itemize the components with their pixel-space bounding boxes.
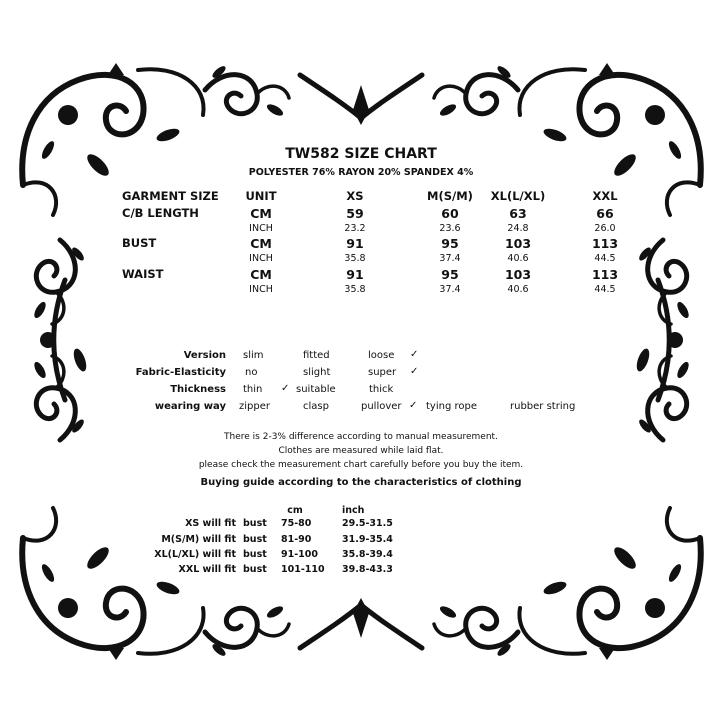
attribute-option: rubber string <box>510 401 576 412</box>
guide-col-inch: inch <box>342 505 365 516</box>
inch-value: 44.5 <box>594 284 616 295</box>
cm-value: 103 <box>504 236 532 251</box>
guide-size: XL(L/XL) will fit <box>154 549 236 560</box>
inch-value: 37.4 <box>439 284 461 295</box>
attribute-option: clasp <box>303 401 329 412</box>
guide-size: XS will fit <box>185 518 236 529</box>
inch-value: 40.6 <box>507 253 529 264</box>
check-mark-icon: ✓ <box>409 400 418 411</box>
guide-cm: 81-90 <box>281 534 312 545</box>
note-check-chart: please check the measurement chart carefully before you buy the item. <box>198 460 524 470</box>
header-m: M(S/M) <box>427 189 473 203</box>
cm-value: 91 <box>346 267 364 282</box>
attribute-option: slim <box>243 350 264 361</box>
attribute-option: zipper <box>239 401 270 412</box>
row-label: C/B LENGTH <box>122 206 199 220</box>
attribute-label: wearing way <box>154 401 226 412</box>
inch-value: 35.8 <box>344 253 366 264</box>
inch-value: 26.0 <box>594 223 616 234</box>
inch-value: 40.6 <box>507 284 529 295</box>
attribute-option: no <box>245 367 258 378</box>
check-mark-icon: ✓ <box>410 366 419 377</box>
cm-value: 95 <box>441 267 459 282</box>
check-mark-icon: ✓ <box>281 383 290 394</box>
cm-value: 103 <box>504 267 532 282</box>
note-difference: There is 2-3% difference according to manual measurement. <box>224 432 498 442</box>
attribute-option: slight <box>303 367 331 378</box>
cm-value: 95 <box>441 236 459 251</box>
page-title: TW582 SIZE CHART <box>285 146 437 162</box>
cm-value: 91 <box>346 236 364 251</box>
attribute-label: Thickness <box>170 384 226 395</box>
cm-value: 59 <box>346 206 364 221</box>
guide-size: XXL will fit <box>178 564 236 575</box>
attribute-option: pullover <box>361 401 402 412</box>
row-label: WAIST <box>122 267 164 281</box>
attribute-option: thick <box>369 384 394 395</box>
attribute-option: fitted <box>303 350 330 361</box>
cm-value: 60 <box>441 206 459 221</box>
header-garment-size: GARMENT SIZE <box>122 189 219 203</box>
attribute-option: loose <box>368 350 395 361</box>
check-mark-icon: ✓ <box>410 349 419 360</box>
guide-cm: 91-100 <box>281 549 318 560</box>
buying-guide-title: Buying guide according to the characteristics of clothing <box>200 477 522 488</box>
inch-value: 23.6 <box>439 223 461 234</box>
unit-inch: INCH <box>249 223 273 234</box>
unit-inch: INCH <box>249 284 273 295</box>
unit-cm: CM <box>250 206 272 221</box>
header-unit: UNIT <box>245 189 277 203</box>
attribute-label: Version <box>183 350 226 361</box>
unit-cm: CM <box>250 267 272 282</box>
guide-cm: 75-80 <box>281 518 312 529</box>
note-laid-flat: Clothes are measured while laid flat. <box>278 446 444 456</box>
guide-part: bust <box>243 534 267 545</box>
guide-cm: 101-110 <box>281 564 325 575</box>
attribute-option: tying rope <box>426 401 477 412</box>
attribute-option: thin <box>243 384 263 395</box>
unit-cm: CM <box>250 236 272 251</box>
guide-part: bust <box>243 518 267 529</box>
guide-col-cm: cm <box>287 505 303 516</box>
header-xxl: XXL <box>592 189 618 203</box>
cm-value: 113 <box>591 236 619 251</box>
attribute-label: Fabric-Elasticity <box>135 367 226 378</box>
row-label: BUST <box>122 236 157 250</box>
inch-value: 24.8 <box>507 223 529 234</box>
guide-part: bust <box>243 549 267 560</box>
header-xs: XS <box>346 189 364 203</box>
attribute-option: suitable <box>296 384 336 395</box>
guide-size: M(S/M) will fit <box>161 534 236 545</box>
cm-value: 113 <box>591 267 619 282</box>
inch-value: 35.8 <box>344 284 366 295</box>
guide-inch: 31.9-35.4 <box>342 534 393 545</box>
guide-part: bust <box>243 564 267 575</box>
inch-value: 44.5 <box>594 253 616 264</box>
inch-value: 37.4 <box>439 253 461 264</box>
cm-value: 63 <box>509 206 527 221</box>
header-xl: XL(L/XL) <box>490 189 546 203</box>
inch-value: 23.2 <box>344 223 366 234</box>
guide-inch: 39.8-43.3 <box>342 564 393 575</box>
cm-value: 66 <box>596 206 614 221</box>
guide-inch: 35.8-39.4 <box>342 549 393 560</box>
unit-inch: INCH <box>249 253 273 264</box>
guide-inch: 29.5-31.5 <box>342 518 393 529</box>
material-composition: POLYESTER 76% RAYON 20% SPANDEX 4% <box>248 167 474 178</box>
attribute-option: super <box>368 367 397 378</box>
